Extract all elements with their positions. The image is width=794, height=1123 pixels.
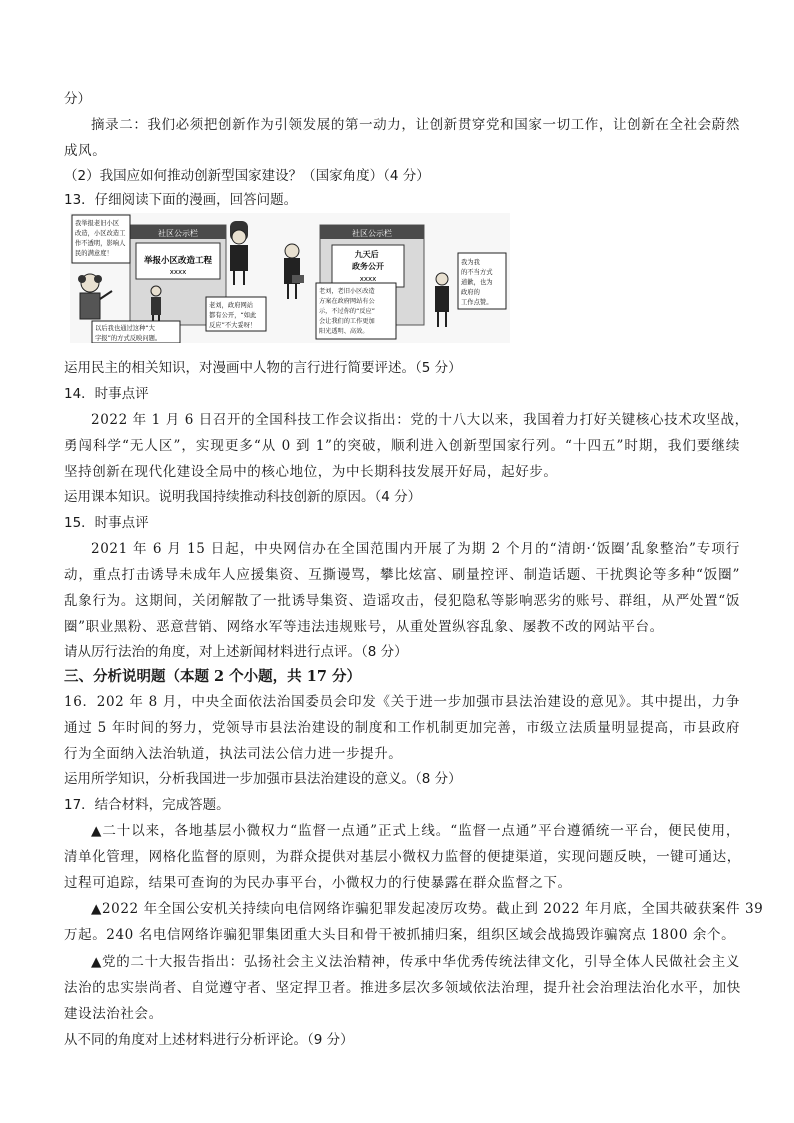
q17-material1-line3: 过程可追踪，结果可查询的为民办事平台，小微权力的行使暴露在群众监督之下。 (64, 875, 572, 891)
q14-line1: 2022 年 1 月 6 日召开的全国科技工作会议指出：党的十八大以来，我国着力打好关键核心技术攻坚战， (91, 412, 749, 428)
q14-title: 14．时事点评 (64, 386, 149, 402)
board1-title: 举报小区改造工程 (143, 256, 213, 266)
q15-line2: 动，重点打击诱导未成年人应援集资、互撕谩骂，攀比炫富、刷量控评、制造话题、干扰舆论等多种“饭圈” (64, 567, 740, 583)
q16-prompt: 运用所学知识，分析我国进一步加强市县法治建设的意义。（8 分） (64, 771, 462, 787)
board2-header: 社区公示栏 (352, 229, 392, 238)
bubble-right-line4: 政府的 (461, 289, 480, 296)
board1-header: 社区公示栏 (158, 229, 198, 238)
bubble1-line3: 作不透明，影响人 (75, 240, 126, 247)
section-3-heading: 三、分析说明题（本题 2 个小题，共 17 分） (64, 668, 361, 685)
bubble-official1-line1: 老刘，政府网站 (209, 302, 254, 309)
q15-line4: 圈”职业黑粉、恶意营销、网络水军等违法违规账号，从重处置纵容乱象、屡教不改的网站平台。 (64, 619, 664, 635)
q15-title: 15．时事点评 (64, 515, 149, 531)
svg-text:老刘，政府网站 都有公开，“如此 (209, 300, 258, 329)
bubble1-line4: 民的满意度！ (75, 250, 113, 257)
svg-text:老刘，老旧小区改造 方案在政府网站有公 (319, 287, 377, 335)
bubble-official2-line3: 示，不过你的“反应” (319, 308, 375, 315)
q17-material1-line2: 清单化管理，网格化监督的原则，为群众提供对基层小微权力监督的便捷渠道，实现问题反映，一键可通达， (64, 849, 741, 865)
q17-material2-line1: ▲2022 年全国公安机关持续向电信网络诈骗犯罪发起凌厉攻势。截止到 2022 年月底，全国共破获案件 39 (91, 901, 764, 917)
bubble-official1-line3: 反应”不大妥呀！ (209, 322, 257, 329)
q15-line1: 2021 年 6 月 15 日起，中央网信办在全国范围内开展了为期 2 个月的“清朗·‘饭圈’乱象整治”专项行 (91, 541, 740, 557)
bubble-right-line2: 的不当方式 (461, 269, 493, 276)
q16-line2: 通过 5 年时间的努力，党领导市县法治建设的制度和工作机制更加完善，市级立法质量明显提高，市县政府 (64, 720, 740, 736)
cartoon-illustration (70, 213, 510, 343)
q14-prompt: 运用课本知识。说明我国持续推动科技创新的原因。（4 分） (64, 489, 422, 505)
bubble-right-line5: 工作点赞。 (461, 299, 493, 306)
bubble-official2-line2: 方案在政府网站有公 (319, 298, 375, 305)
bubble-right-line1: 我为我 (461, 259, 480, 266)
q16-line1: 16．202 年 8 月，中央全面依法治国委员会印发《关于进一步加强市县法治建设的意见》。其中提出，力争 (64, 694, 740, 710)
q14-line3: 坚持创新在现代化建设全局中的核心地位，为中长期科技发展开好局，起好步。 (64, 464, 558, 480)
q17-material1-line1: ▲二十以来，各地基层小微权力“监督一点通”正式上线。“监督一点通”平台遵循统一平台，便民使用， (91, 823, 740, 839)
q17-title: 17．结合材料，完成答题。 (64, 797, 230, 813)
q17-material2-line2: 万起。240 名电信网络诈骗犯罪集团重大头目和骨干被抓捕归案，组织区域会战捣毁诈骗窝点 1800 余个。 (64, 927, 736, 943)
q17-material3-line3: 建设法治社会。 (64, 1006, 163, 1022)
q16-line3: 行为全面纳入法治轨道，执法司法公信力进一步提升。 (64, 746, 403, 762)
bubble-official2-line5: 阳光透明、高效。 (319, 328, 369, 335)
q13-title: 13．仔细阅读下面的漫画，回答问题。 (64, 192, 298, 208)
bubble-right-line3: 道歉，也为 (461, 279, 493, 286)
board2-title-line1: 九天后 (354, 250, 379, 259)
bubble1-line1: 我举报老旧小区 (75, 220, 120, 227)
q13-prompt: 运用民主的相关知识，对漫画中人物的言行进行简要评述。（5 分） (64, 360, 462, 376)
q17-prompt: 从不同的角度对上述材料进行分析评论。（9 分） (64, 1032, 354, 1048)
bubble-official1-line2: 都有公开，“如此 (209, 312, 257, 319)
board1-sub: xxxx (169, 268, 187, 276)
fragment-score-end: 分） (64, 91, 91, 107)
board2-sub: xxxx (359, 275, 377, 283)
bubble-official2-line1: 老刘，老旧小区改造 (319, 288, 375, 295)
q14-line2: 勇闯科学“无人区”，实现更多“从 0 到 1”的突破，顺利进入创新型国家行列。“十四五”时期，我们要继续 (64, 438, 740, 454)
bubble-official2-line4: 会让我们的工作更加 (319, 318, 375, 325)
q15-prompt: 请从厉行法治的角度，对上述新闻材料进行点评。（8 分） (64, 644, 408, 660)
board2-title-line2: 政务公开 (352, 262, 384, 271)
q17-material3-line1: ▲党的二十大报告指出：弘扬社会主义法治精神，传承中华优秀传统法律文化，引导全体人民做社会主义 (91, 954, 740, 970)
q17-material3-line2: 法治的忠实崇尚者、自觉遵守者、坚定捍卫者。推进多层次多领域依法治理，提升社会治理法治化水平，加快 (64, 980, 741, 996)
bubble-bottom-line2: 字报”的方式反映问题。 (95, 335, 162, 342)
excerpt2-line1: 摘录二：我们必须把创新作为引领发展的第一动力，让创新贯穿党和国家一切工作，让创新在全社会蔚然 (91, 117, 740, 133)
q12-part2: （2）我国应如何推动创新型国家建设？（国家角度）（4 分） (64, 168, 430, 184)
bubble-bottom-line1: 以后我也通过这种“大 (95, 325, 155, 332)
q15-line3: 乱象行为。这期间，关闭解散了一批诱导集资、造谣攻击，侵犯隐私等影响恶劣的账号、群组，从严处置“饭 (64, 593, 740, 609)
excerpt2-line2: 成风。 (64, 143, 107, 159)
bubble1-line2: 改造，小区改造工 (75, 230, 126, 237)
